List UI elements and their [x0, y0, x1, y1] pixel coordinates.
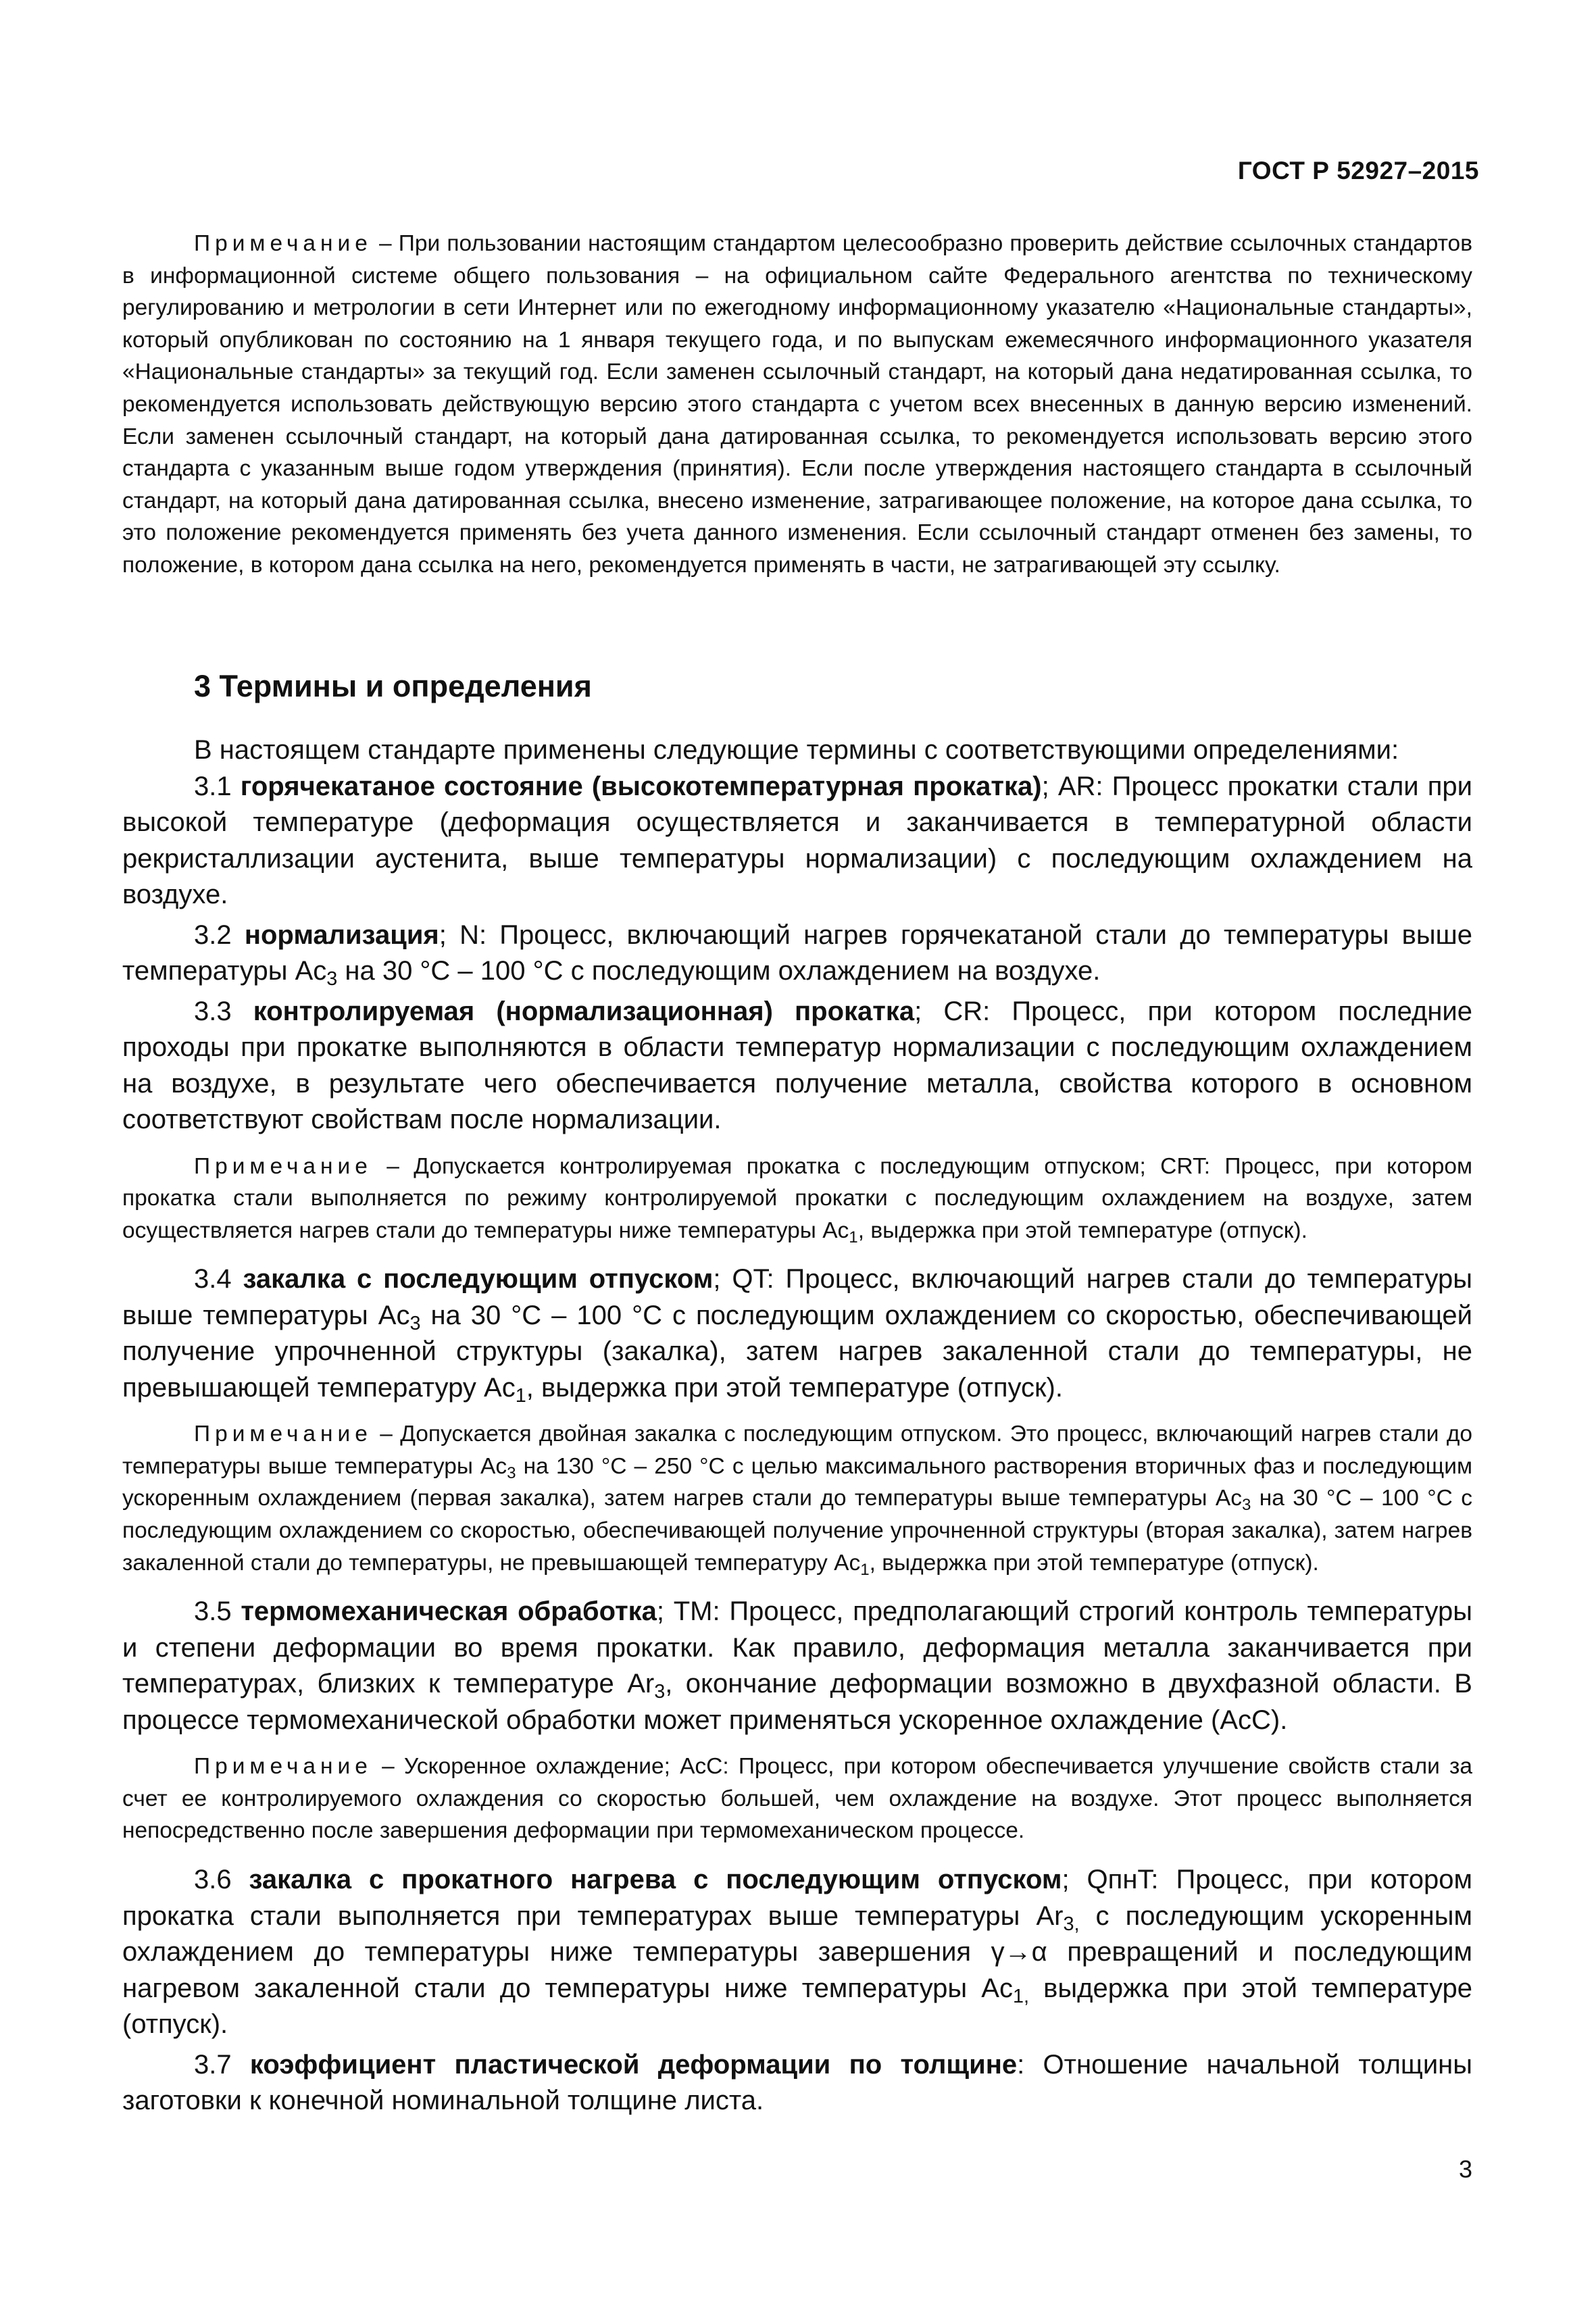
note-text: на 30 °С – 100 °С с последующим охлаждением со скоростью, обеспечивающей получение упрочненной структуры (вторая закалка), затем нагрев закаленной стали до температуры, не превышающей температуру Ac: [122, 1486, 1473, 1576]
subscript: 3: [1241, 1496, 1251, 1515]
term-number: 3.5: [194, 1596, 241, 1627]
note-text: , выдержка при этой температуре (отпуск).: [857, 1217, 1307, 1243]
term-definition: ; QT: Процесс, включающий нагрев стали до температуры выше температуры Ac: [122, 1264, 1472, 1330]
term-definition: на 30 °С – 100 °С с последующим охлаждением со скоростью, обеспечивающей получение упрочненной структуры (закалка), затем нагрев закаленной стали до температуры, не превышающей температуру Ac: [122, 1300, 1472, 1403]
note-text: , выдержка при этой температуре (отпуск).: [869, 1550, 1319, 1576]
term-definition: ; QпнT: Процесс, при котором прокатка стали выполняется при температурах выше температуры Ar: [122, 1865, 1473, 1931]
note-label: Примечание: [194, 231, 372, 256]
term-name: горячекатаное состояние (высокотемпературная прокатка): [240, 771, 1042, 801]
note-text: – Допускается контролируемая прокатка с последующим отпуском; CRT: Процесс, при котором прокатка стали выполняется по режиму контролируемой прокатки с последующим охлаждением на воздухе, затем осуществляется нагрев стали до температуры ниже температуры Ac: [122, 1153, 1472, 1243]
term-3-2: [122, 917, 1472, 990]
term-name: контролируемая (нормализационная) прокатка: [253, 996, 915, 1026]
standard-code: ГОСТ Р 52927–2015: [1237, 157, 1479, 184]
note-text: – Ускоренное охлаждение; AcC: Процесс, при котором обеспечивается улучшение свойств стали за счет ее контролируемого охлаждения со скоростью большей, чем охлаждение на воздухе. Этот процесс выполняется непосредственно после завершения деформации при термомеханическом процессе.: [122, 1754, 1472, 1844]
subscript: 3,: [1063, 1913, 1080, 1935]
term-name: закалка с прокатного нагрева с последующим отпуском: [249, 1865, 1062, 1895]
subscript: 3: [654, 1681, 666, 1703]
term-definition: ; AR: Процесс прокатки стали при высокой температуре (деформация осуществляется и заканчивается в температурной области рекристаллизации аустенита, выше температуры нормализации) с последующим охлаждением на воздухе.: [122, 771, 1472, 909]
term-number: 3.3: [194, 996, 253, 1026]
term-name: коэффициент пластической деформации по толщине: [249, 2049, 1018, 2080]
term-definition: , выдержка при этой температуре (отпуск).: [526, 1372, 1063, 1403]
note-text: – Допускается двойная закалка с последующим отпуском. Это процесс, включающий нагрев стали до температуры выше температуры Ac: [122, 1422, 1472, 1479]
term-definition: , окончание деформации возможно в двухфазной области. В процессе термомеханической обработки может применяться ускоренное охлаждение (AcC).: [122, 1669, 1472, 1735]
note-label: Примечание: [194, 1422, 372, 1447]
term-3-5: [122, 1594, 1472, 1738]
term-number: 3.1: [194, 771, 241, 801]
subscript: 1: [849, 1228, 858, 1247]
note-3-5: [122, 1751, 1472, 1847]
term-definition: с последующим ускоренным охлаждением до температуры ниже температуры завершения γ→α превращений и последующим нагревом закаленной стали до температуры ниже температуры Ac: [122, 1901, 1472, 2003]
term-definition: ; CR: Процесс, при котором последние проходы при прокатке выполняются в области температур нормализации с последующим охлаждением на воздухе, в результате чего обеспечивается получение металла, свойства которого в основном соответствуют свойствам после нормализации.: [122, 996, 1473, 1134]
subscript: 3: [507, 1463, 516, 1482]
subscript: 1,: [1012, 1985, 1030, 2007]
section-heading: 3 Термины и определения: [194, 669, 592, 703]
term-number: 3.4: [194, 1264, 243, 1294]
term-definition: : Отношение начальной толщины заготовки к конечной номинальной толщине листа.: [122, 2049, 1473, 2116]
section-intro: В настоящем стандарте применены следующие термины с соответствующими определениями:: [194, 735, 1399, 765]
section-heading-block: [122, 669, 1472, 704]
term-3-6: [122, 1862, 1472, 2043]
note-text: – При пользовании настоящим стандартом целесообразно проверить действие ссылочных стандартов в информационной системе общего пользования – на официальном сайте Федерального агентства по техническому регулированию и метрологии в сети Интернет или по ежегодному информационному указателю «Национальные стандарты», который опубликован по состоянию на 1 января текущего года, и по выпускам ежемесячного информационного указателя «Национальные стандарты» за текущий год. Если заменен ссылочный стандарт, на который дана недатированная ссылка, то рекомендуется использовать действующую версию этого стандарта с учетом всех внесенных в данную версию изменений. Если заменен ссылочный стандарт, на который дана датированная ссылка, то рекомендуется использовать версию этого стандарта с указанным выше годом утверждения (принятия). Если после утверждения настоящего стандарта в ссылочный стандарт, на который дана датированная ссылка, внесено изменение, затрагивающее положение, на которое дана ссылка, то это положение рекомендуется применять без учета данного изменения. Если ссылочный стандарт отменен без замены, то положение, в котором дана ссылка на него, рекомендуется применять в части, не затрагивающей эту ссылку.: [122, 231, 1472, 578]
note-intro: [122, 228, 1472, 582]
term-number: 3.6: [194, 1865, 249, 1895]
term-definition: на 30 °С – 100 °С с последующим охлаждением на воздухе.: [337, 956, 1101, 986]
term-3-1: [122, 769, 1472, 913]
page-number: 3: [1458, 2155, 1472, 2183]
note-3-3: [122, 1151, 1472, 1247]
term-name: термомеханическая обработка: [241, 1596, 657, 1627]
term-name: закалка с последующим отпуском: [243, 1264, 714, 1294]
term-definition: ; N: Процесс, включающий нагрев горячекатаной стали до температуры выше температуры Ac: [122, 920, 1472, 986]
term-3-4: [122, 1261, 1472, 1406]
term-number: 3.7: [194, 2049, 250, 2080]
section-body: [122, 732, 1472, 2119]
note-label: Примечание: [194, 1754, 372, 1780]
subscript: 3: [326, 968, 338, 990]
note-3-4: [122, 1418, 1472, 1579]
subscript: 3: [409, 1312, 421, 1334]
term-number: 3.2: [194, 920, 245, 950]
note-text: на 130 °С – 250 °С с целью максимального растворения вторичных фаз и последующим ускоренным охлаждением (первая закалка), затем нагрев стали до температуры выше температуры Ac: [122, 1453, 1472, 1511]
term-3-3: [122, 994, 1472, 1138]
term-name: нормализация: [244, 920, 439, 950]
term-definition: выдержка при этой температуре (отпуск).: [122, 1973, 1473, 2040]
subscript: 1: [515, 1384, 526, 1407]
term-definition: ; TM: Процесс, предполагающий строгий контроль температуры и степени деформации во время прокатки. Как правило, деформация металла заканчивается при температурах, близких к температуре Ar: [122, 1596, 1472, 1699]
term-3-7: [122, 2047, 1472, 2119]
subscript: 1: [860, 1560, 870, 1579]
note-label: Примечание: [194, 1153, 372, 1179]
